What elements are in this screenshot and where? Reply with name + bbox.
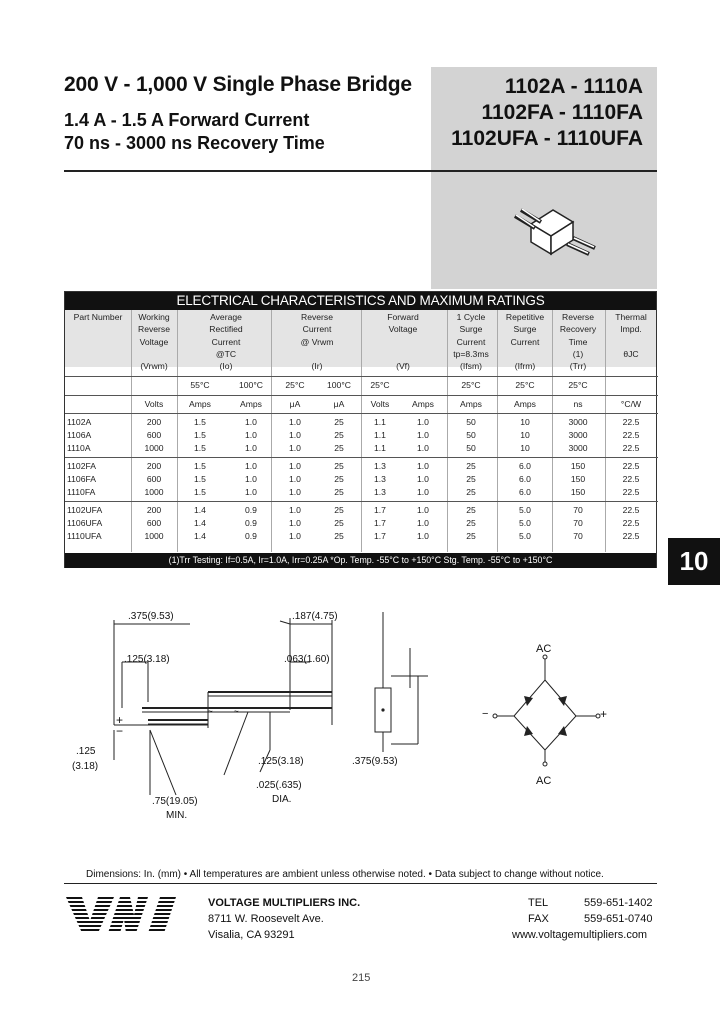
company-name: VOLTAGE MULTIPLIERS INC. [208,897,361,909]
subtitle-recovery: 70 ns - 3000 ns Recovery Time [64,133,325,153]
data-cell: 200 [146,417,162,427]
column-header: Voltage [388,324,418,335]
column-header: (Ir) [311,361,323,372]
data-cell: 150 [570,461,586,471]
subtitle-current: 1.4 A - 1.5 A Forward Current [64,110,310,130]
website-link[interactable]: www.voltagemultipliers.com [512,929,648,941]
column-header: Current [510,336,540,347]
fax-number: 559-651-0740 [584,913,653,925]
data-cell: 25 [334,417,344,427]
data-cell: 1.0 [417,505,429,515]
data-cell: 10 [520,430,530,440]
column-header: Reverse [301,312,333,322]
part-number-cell: 1110UFA [67,531,102,541]
dim-height: .125 [76,746,96,757]
ratings-table [64,291,657,568]
data-cell: 1000 [144,487,164,497]
data-cell: 22.5 [622,461,640,471]
temp-cell: 55°C [190,380,210,390]
column-header: Surge [513,324,537,335]
part-range-ufa: 1102UFA - 1110UFA [451,127,643,150]
column-header: (Trr) [569,361,587,372]
column-header: Part Number [73,312,123,322]
temp-cell: 25°C [461,380,481,390]
data-cell: 1.4 [194,518,206,528]
data-cell: 1.0 [289,417,301,427]
column-header: Thermal [615,312,647,322]
data-cell: 1.0 [417,461,429,471]
temp-cell: 25°C [515,380,535,390]
data-cell: 50 [466,443,476,453]
bridge-schematic [478,640,618,780]
column-header: Current [456,336,486,347]
data-cell: 1000 [144,531,164,541]
dim-lead-diameter-label: DIA. [272,794,292,805]
data-cell: 600 [146,518,162,528]
data-cell: 1.0 [289,531,301,541]
data-cell: 22.5 [622,487,640,497]
data-cell: 1.0 [417,430,429,440]
dim-length: .375(9.53) [128,611,174,622]
column-header: (Ifsm) [460,361,482,372]
data-cell: 150 [570,474,586,484]
data-cell: 25 [466,518,476,528]
data-cell: 3000 [568,443,588,453]
data-cell: 1.5 [194,443,206,453]
unit-cell: Volts [370,399,390,409]
column-header: Current [211,336,241,347]
temp-cell: 100°C [327,380,351,390]
unit-cell: ns [573,399,583,409]
data-cell: 5.0 [519,518,531,528]
dc-plus-label: + [600,707,608,721]
tel-label: TEL [528,897,549,909]
data-cell: 1.0 [245,487,257,497]
column-header: Forward [387,312,419,322]
dc-minus-label: − [482,708,489,720]
temp-row-rule [65,376,658,377]
part-number-cell: 1110FA [67,487,96,497]
dim-lead-diameter: .025(.635) [256,780,302,791]
dim-width: .187(4.75) [292,611,338,622]
column-header: Time [568,336,588,347]
data-cell: 1.0 [289,430,301,440]
table-footnote: (1)Trr Testing: If=0.5A, Ir=1.0A, Irr=0.25A *Op. Temp. -55°C to +150°C Stg. Temp. -55°C to +150°C [65,553,656,568]
data-cell: 1000 [144,443,164,453]
part-number-cell: 1106A [67,430,92,440]
data-cell: 22.5 [622,430,640,440]
column-header: (Ifrm) [514,361,536,372]
unit-cell: Amps [412,399,434,409]
data-cell: 25 [466,531,476,541]
data-cell: 1.0 [245,461,257,471]
column-header: Recovery [559,324,597,335]
data-cell: 1.0 [289,461,301,471]
data-cell: 1.1 [374,417,386,427]
dim-lead-offset: .063(1.60) [284,654,330,665]
data-cell: 6.0 [519,474,531,484]
data-cell: 25 [334,430,344,440]
temp-cell: 25°C [285,380,305,390]
data-cell: 1.0 [245,443,257,453]
table-title: ELECTRICAL CHARACTERISTICS AND MAXIMUM RATINGS [65,292,656,310]
ac-top-label: AC [536,643,552,655]
data-cell: 25 [334,487,344,497]
column-header: (Vf) [396,361,410,372]
data-cell: 25 [466,505,476,515]
column-header: Surge [459,324,483,335]
unit-cell: μA [333,399,345,409]
column-header: (Io) [219,361,233,372]
part-number-cell: 1102UFA [67,505,103,515]
column-header: Average [210,312,242,322]
data-cell: 70 [573,505,583,515]
data-cell: 1.3 [374,474,386,484]
unit-cell: Volts [144,399,164,409]
unit-cell: Amps [460,399,482,409]
column-header: @ Vrwm [300,336,334,347]
dimension-drawing [100,600,440,830]
dim-plus-sign: + [116,713,124,727]
company-address2: Visalia, CA 93291 [208,929,295,941]
unit-cell: °C/W [620,399,642,409]
data-cell: 3000 [568,430,588,440]
fax-label: FAX [528,913,549,925]
part-number-cell: 1106FA [67,474,96,484]
data-cell: 5.0 [519,505,531,515]
data-cell: 25 [334,531,344,541]
data-cell: 150 [570,487,586,497]
data-cell: 1.3 [374,487,386,497]
column-header: Current [302,324,332,335]
data-cell: 1.5 [194,417,206,427]
data-cell: 1.5 [194,487,206,497]
data-cell: 600 [146,430,162,440]
data-cell: 50 [466,417,476,427]
header-rule [64,170,657,172]
column-header: @TC [215,348,237,359]
data-cell: 22.5 [622,443,640,453]
part-number-cell: 1102FA [67,461,96,471]
data-cell: 200 [146,505,162,515]
column-header: 1 Cycle [456,312,486,322]
temp-cell: 25°C [568,380,588,390]
data-cell: 1.0 [417,487,429,497]
column-header: Rectified [209,324,243,335]
company-address1: 8711 W. Roosevelt Ave. [208,913,324,925]
data-cell: 1.5 [194,430,206,440]
data-cell: 22.5 [622,417,640,427]
column-header: tp=8.3ms [453,348,489,359]
data-cell: 25 [334,474,344,484]
column-header: Repetitive [505,312,545,322]
data-cell: 1.3 [374,461,386,471]
column-header: (Vrwm) [140,361,168,372]
data-cell: 22.5 [622,474,640,484]
data-cell: 1.0 [289,518,301,528]
data-cell: 600 [146,474,162,484]
part-number-cell: 1110A [67,443,91,453]
column-header: Voltage [139,336,169,347]
data-cell: 0.9 [245,518,257,528]
data-cell: 22.5 [622,505,640,515]
part-number-panel [431,67,657,289]
dim-height-mm: (3.18) [72,761,99,772]
unit-cell: μA [289,399,301,409]
data-cell: 25 [334,461,344,471]
part-number-cell: 1102A [67,417,92,427]
column-header: θJC [623,348,639,359]
data-cell: 25 [334,505,344,515]
data-cell: 1.1 [374,443,386,453]
component-illustration [511,202,601,262]
data-cell: 200 [146,461,162,471]
data-cell: 1.7 [374,518,386,528]
dim-body-offset: .125(3.18) [258,756,304,767]
data-cell: 1.5 [194,461,206,471]
part-range-a: 1102A - 1110A [504,75,643,98]
data-cell: 1.0 [245,474,257,484]
page-title: 200 V - 1,000 V Single Phase Bridge [64,73,412,96]
data-cell: 1.4 [194,505,206,515]
unit-row-rule [65,395,658,396]
data-cell: 1.0 [289,443,301,453]
unit-cell: Amps [514,399,536,409]
temp-cell: 25°C [370,380,390,390]
data-cell: 1.0 [417,417,429,427]
data-cell: 0.9 [245,505,257,515]
data-cell: 1.7 [374,531,386,541]
data-cell: 3000 [568,417,588,427]
data-cell: 25 [334,443,344,453]
column-header: (1) [572,348,584,359]
data-cell: 6.0 [519,487,531,497]
data-cell: 5.0 [519,531,531,541]
company-logo [64,893,180,937]
group-rule [65,501,658,502]
part-range-fa: 1102FA - 1110FA [481,101,643,124]
temp-cell: 100°C [239,380,263,390]
data-cell: 22.5 [622,531,640,541]
data-cell: 25 [466,487,476,497]
data-cell: 10 [520,443,530,453]
column-header: Impd. [620,324,642,335]
page-number: 215 [352,972,371,984]
unit-cell: Amps [189,399,211,409]
group-rule [65,457,658,458]
data-cell: 0.9 [245,531,257,541]
data-cell: 50 [466,430,476,440]
unit-cell: Amps [240,399,262,409]
column-header: Working [138,312,170,322]
column-header: Reverse [562,312,594,322]
data-cell: 6.0 [519,461,531,471]
data-cell: 25 [334,518,344,528]
footer-rule [64,883,657,884]
ac-bottom-label: AC [536,775,552,787]
data-cell: 1.0 [417,474,429,484]
dim-lead-spacing: .125(3.18) [124,654,170,665]
dim-body-height: .375(9.53) [352,756,398,767]
section-tab: 10 [668,538,720,585]
data-cell: 25 [466,474,476,484]
data-cell: 1.0 [417,518,429,528]
data-cell: 1.5 [194,474,206,484]
data-cell: 1.0 [289,474,301,484]
data-cell: 1.1 [374,430,386,440]
dimension-note: Dimensions: In. (mm) • All temperatures are ambient unless otherwise noted. • Data subject to change without notice. [86,869,604,880]
part-number-cell: 1106UFA [67,518,103,528]
data-cell: 1.0 [417,443,429,453]
data-cell: 1.0 [245,417,257,427]
data-cell: 25 [466,461,476,471]
data-cell: 1.0 [417,531,429,541]
svg-text:~: ~ [234,707,239,716]
data-cell: 10 [520,417,530,427]
dim-minus-sign: − [116,724,124,738]
data-cell: 70 [573,531,583,541]
data-cell: 1.0 [245,430,257,440]
header-rule [65,413,658,414]
column-header: Reverse [138,324,170,335]
data-cell: 1.0 [289,487,301,497]
dim-lead-length: .75(19.05) [152,796,198,807]
data-cell: 22.5 [622,518,640,528]
data-cell: 1.7 [374,505,386,515]
svg-text:~: ~ [208,707,213,716]
data-cell: 1.4 [194,531,206,541]
data-cell: 1.0 [289,505,301,515]
data-cell: 70 [573,518,583,528]
tel-number: 559-651-1402 [584,897,653,909]
dim-lead-length-label: MIN. [166,810,188,821]
